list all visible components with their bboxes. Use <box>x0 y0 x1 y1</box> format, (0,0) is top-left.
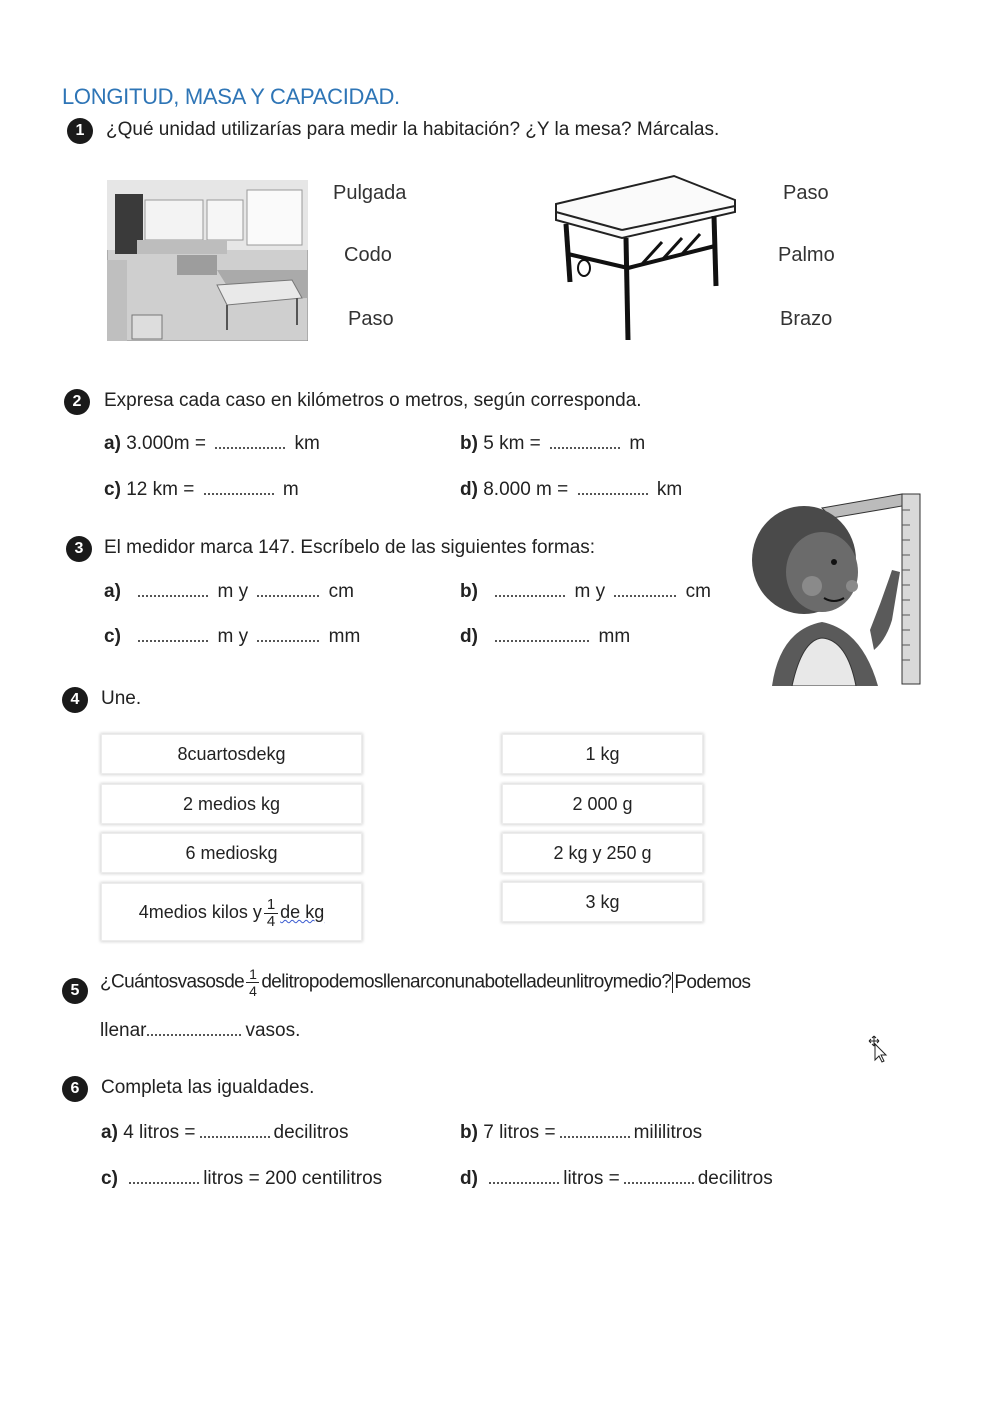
q5-text-b: delitropodemosllenarconunabotelladeunlitroymedio? <box>261 971 672 993</box>
match-left-card-2[interactable]: 2 medios kg <box>101 784 362 824</box>
q2-item-b <box>460 433 645 455</box>
girl-measuring-illustration <box>752 490 924 686</box>
q2-item-d-blank[interactable] <box>578 479 648 495</box>
q6-item-a <box>101 1122 349 1144</box>
q5-fraction <box>246 966 259 999</box>
move-cursor-icon <box>866 1034 888 1064</box>
q2-item-d-unit: km <box>656 479 683 500</box>
q6-item-a-label: a) <box>101 1122 118 1143</box>
match-right-card-4[interactable]: 3 kg <box>502 882 703 922</box>
question-1-number: 1 <box>67 118 93 144</box>
q3-item-b-blank-2[interactable] <box>614 581 676 597</box>
q5-fraction-denominator: 4 <box>249 983 257 999</box>
q3-item-d <box>460 626 630 648</box>
q3-item-d-blank[interactable] <box>495 626 589 642</box>
match-right-card-3[interactable]: 2 kg y 250 g <box>502 833 703 873</box>
q3-item-a <box>104 581 354 603</box>
q2-item-a-label: a) <box>104 433 121 454</box>
q2-item-d <box>460 479 682 501</box>
q2-item-a-unit: km <box>294 433 320 454</box>
q2-item-b-label: b) <box>460 433 478 454</box>
q3-item-c-blank-2[interactable] <box>257 626 319 642</box>
question-4-number: 4 <box>62 687 88 713</box>
question-5-number: 5 <box>62 978 88 1004</box>
q3-item-b-blank-1[interactable] <box>495 581 565 597</box>
q6-item-c <box>101 1168 382 1190</box>
q3-item-b-unit-2: cm <box>685 581 711 602</box>
match-left-card-4-text: 4medios kilos y <box>138 902 262 922</box>
q2-item-b-unit: m <box>629 433 646 454</box>
q3-item-a-label: a) <box>104 581 121 602</box>
question-3-number: 3 <box>66 536 92 562</box>
q6-item-a-unit: decilitros <box>273 1122 349 1143</box>
question-4-text: Une. <box>101 688 142 709</box>
fraction-numerator: 1 <box>264 897 278 914</box>
q3-item-c-unit-1: m y <box>217 626 249 647</box>
match-right-card-2[interactable]: 2 000 g <box>502 784 703 824</box>
q5-fraction-numerator: 1 <box>246 966 259 983</box>
q5-blank[interactable] <box>147 1020 241 1036</box>
q6-item-b-blank[interactable] <box>560 1122 630 1138</box>
q3-item-a-blank-1[interactable] <box>138 581 208 597</box>
q6-item-c-unit: litros = 200 centilitros <box>203 1168 383 1189</box>
q5-line2-b: vasos. <box>245 1020 301 1041</box>
q5-text-a: ¿Cuántosvasosde <box>100 971 245 993</box>
table-option-2[interactable]: Palmo <box>778 244 835 266</box>
q3-item-d-unit: mm <box>598 626 631 647</box>
match-left-card-4-fraction <box>264 897 278 930</box>
q5-line2-a: llenar <box>100 1020 147 1041</box>
q3-item-c-blank-1[interactable] <box>138 626 208 642</box>
question-2-number: 2 <box>64 389 90 415</box>
q6-item-d-unit: decilitros <box>697 1168 773 1189</box>
q2-item-b-expr: 5 km = <box>483 433 541 454</box>
q3-item-b-unit-1: m y <box>574 581 606 602</box>
q3-item-b <box>460 581 711 603</box>
q2-item-b-blank[interactable] <box>550 433 620 449</box>
table-option-3[interactable]: Brazo <box>780 308 833 330</box>
match-left-card-1[interactable]: 8cuartosdekg <box>101 734 362 774</box>
q2-item-a <box>104 433 320 455</box>
room-illustration <box>107 180 308 341</box>
fraction-denominator: 4 <box>266 912 276 930</box>
q6-item-b-label: b) <box>460 1122 478 1143</box>
room-option-1[interactable]: Pulgada <box>333 182 407 204</box>
q6-item-b-expr: 7 litros = <box>483 1122 556 1143</box>
question-2-text: Expresa cada caso en kilómetros o metros, según corresponda. <box>104 390 642 411</box>
q6-item-d-blank-1[interactable] <box>489 1168 559 1184</box>
question-3-text: El medidor marca 147. Escríbelo de las siguientes formas: <box>104 537 596 558</box>
question-5-line-2 <box>100 1020 300 1042</box>
q6-item-b-unit: mililitros <box>633 1122 703 1143</box>
q6-item-c-blank[interactable] <box>129 1168 199 1184</box>
question-5-line-1 <box>100 966 750 999</box>
q6-item-b <box>460 1122 702 1144</box>
q3-item-d-label: d) <box>460 626 478 647</box>
question-6-number: 6 <box>62 1076 88 1102</box>
match-right-card-1[interactable]: 1 kg <box>502 734 703 774</box>
q6-item-a-blank[interactable] <box>200 1122 270 1138</box>
q6-item-d-label: d) <box>460 1168 478 1189</box>
q2-item-c-expr: 12 km = <box>126 479 195 500</box>
q3-item-a-blank-2[interactable] <box>257 581 319 597</box>
match-left-card-4-suffix: de kg <box>280 902 325 922</box>
q3-item-a-unit-1: m y <box>217 581 249 602</box>
room-option-3[interactable]: Paso <box>348 308 394 330</box>
q2-item-d-label: d) <box>460 479 478 500</box>
match-left-card-3[interactable]: 6 medioskg <box>101 833 362 873</box>
q3-item-c-unit-2: mm <box>328 626 361 647</box>
q2-item-c <box>104 479 299 501</box>
q3-item-c <box>104 626 360 648</box>
question-6-text: Completa las igualdades. <box>101 1077 315 1098</box>
q6-item-a-expr: 4 litros = <box>123 1122 196 1143</box>
q6-item-d-blank-2[interactable] <box>624 1168 694 1184</box>
q5-text-c: Podemos <box>674 971 751 993</box>
q2-item-c-blank[interactable] <box>204 479 274 495</box>
q3-item-a-unit-2: cm <box>328 581 354 602</box>
q2-item-a-expr: 3.000m = <box>126 433 206 454</box>
table-option-1[interactable]: Paso <box>783 182 829 204</box>
q6-item-d <box>460 1168 773 1190</box>
q2-item-c-label: c) <box>104 479 121 500</box>
room-option-2[interactable]: Codo <box>344 244 392 266</box>
q3-item-c-label: c) <box>104 626 121 647</box>
table-illustration <box>552 172 738 344</box>
q6-item-c-label: c) <box>101 1168 118 1189</box>
q2-item-a-blank[interactable] <box>215 433 285 449</box>
q2-item-c-unit: m <box>282 479 299 500</box>
page-title: LONGITUD, MASA Y CAPACIDAD. <box>62 84 400 109</box>
question-1-text: ¿Qué unidad utilizarías para medir la habitación? ¿Y la mesa? Márcalas. <box>106 119 720 140</box>
q2-item-d-expr: 8.000 m = <box>483 479 569 500</box>
q3-item-b-label: b) <box>460 581 478 602</box>
q6-item-d-mid: litros = <box>563 1168 620 1189</box>
match-left-card-4[interactable] <box>101 883 362 941</box>
